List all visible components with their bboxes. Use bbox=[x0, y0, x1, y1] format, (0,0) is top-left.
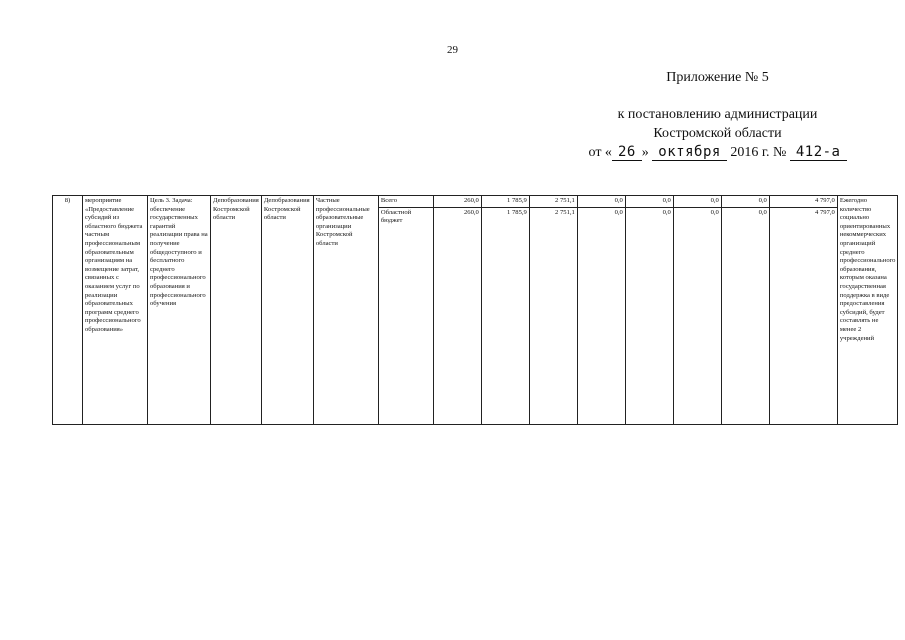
value-total-cell: 4 797,0 bbox=[769, 196, 837, 208]
value-cell: 1 785,9 bbox=[481, 196, 529, 208]
date-year: 2016 г. № bbox=[726, 145, 790, 160]
value-cell: 1 785,9 bbox=[481, 207, 529, 424]
header-line-1: к постановлению администрации bbox=[617, 107, 818, 122]
header-line-2: Костромской области bbox=[653, 126, 782, 141]
row-number: 8) bbox=[53, 196, 83, 425]
executor-cell: Депобразования Костромской области bbox=[211, 196, 262, 425]
value-cell: 0,0 bbox=[673, 196, 721, 208]
program-table bbox=[52, 195, 898, 425]
appendix-title: Приложение № 5 bbox=[666, 70, 769, 85]
source-total: Всего bbox=[378, 196, 433, 208]
date-day: 26 bbox=[612, 144, 642, 161]
value-cell: 0,0 bbox=[577, 207, 625, 424]
value-cell: 260,0 bbox=[433, 196, 481, 208]
decree-number: 412-а bbox=[790, 144, 847, 161]
value-cell: 2 751,1 bbox=[529, 207, 577, 424]
value-cell: 0,0 bbox=[625, 196, 673, 208]
value-total-cell: 4 797,0 bbox=[769, 207, 837, 424]
page-number: 29 bbox=[447, 44, 458, 56]
value-cell: 0,0 bbox=[721, 196, 769, 208]
value-cell: 0,0 bbox=[673, 207, 721, 424]
coexecutor-cell: Депобразования Костромской области bbox=[261, 196, 313, 425]
value-cell: 2 751,1 bbox=[529, 196, 577, 208]
measure-cell: мероприятие «Предоставление субсидий из областного бюджета частным профессиональным образовательным организациям на возмещение затрат, связанных с оказанием услуг по реализации образовательных программ среднего профессионального образования» bbox=[83, 196, 148, 425]
value-cell: 0,0 bbox=[625, 207, 673, 424]
date-month: октября bbox=[652, 144, 727, 161]
result-cell: Ежегодно количество социально ориентированных некоммерческих организаций среднего профессионального образования, которым оказана государственная поддержка в виде предоставления субсидий, будет составлять не менее 2 учреждений bbox=[837, 196, 898, 425]
date-mid: » bbox=[641, 145, 653, 160]
goal-cell: Цель 3. Задача: обеспечение государственных гарантий реализации права на получение общедоступного и бесплатного среднего профессионального образования и профессионального обучения bbox=[148, 196, 211, 425]
value-cell: 0,0 bbox=[577, 196, 625, 208]
table-row bbox=[53, 196, 898, 208]
document-header bbox=[560, 68, 875, 162]
participants-cell: Частные профессиональные образовательные организации Костромской области bbox=[313, 196, 378, 425]
date-prefix: от « bbox=[588, 145, 612, 160]
value-cell: 260,0 bbox=[433, 207, 481, 424]
source-regional-budget: Областной бюджет bbox=[378, 207, 433, 424]
decree-date-line bbox=[560, 143, 875, 162]
value-cell: 0,0 bbox=[721, 207, 769, 424]
